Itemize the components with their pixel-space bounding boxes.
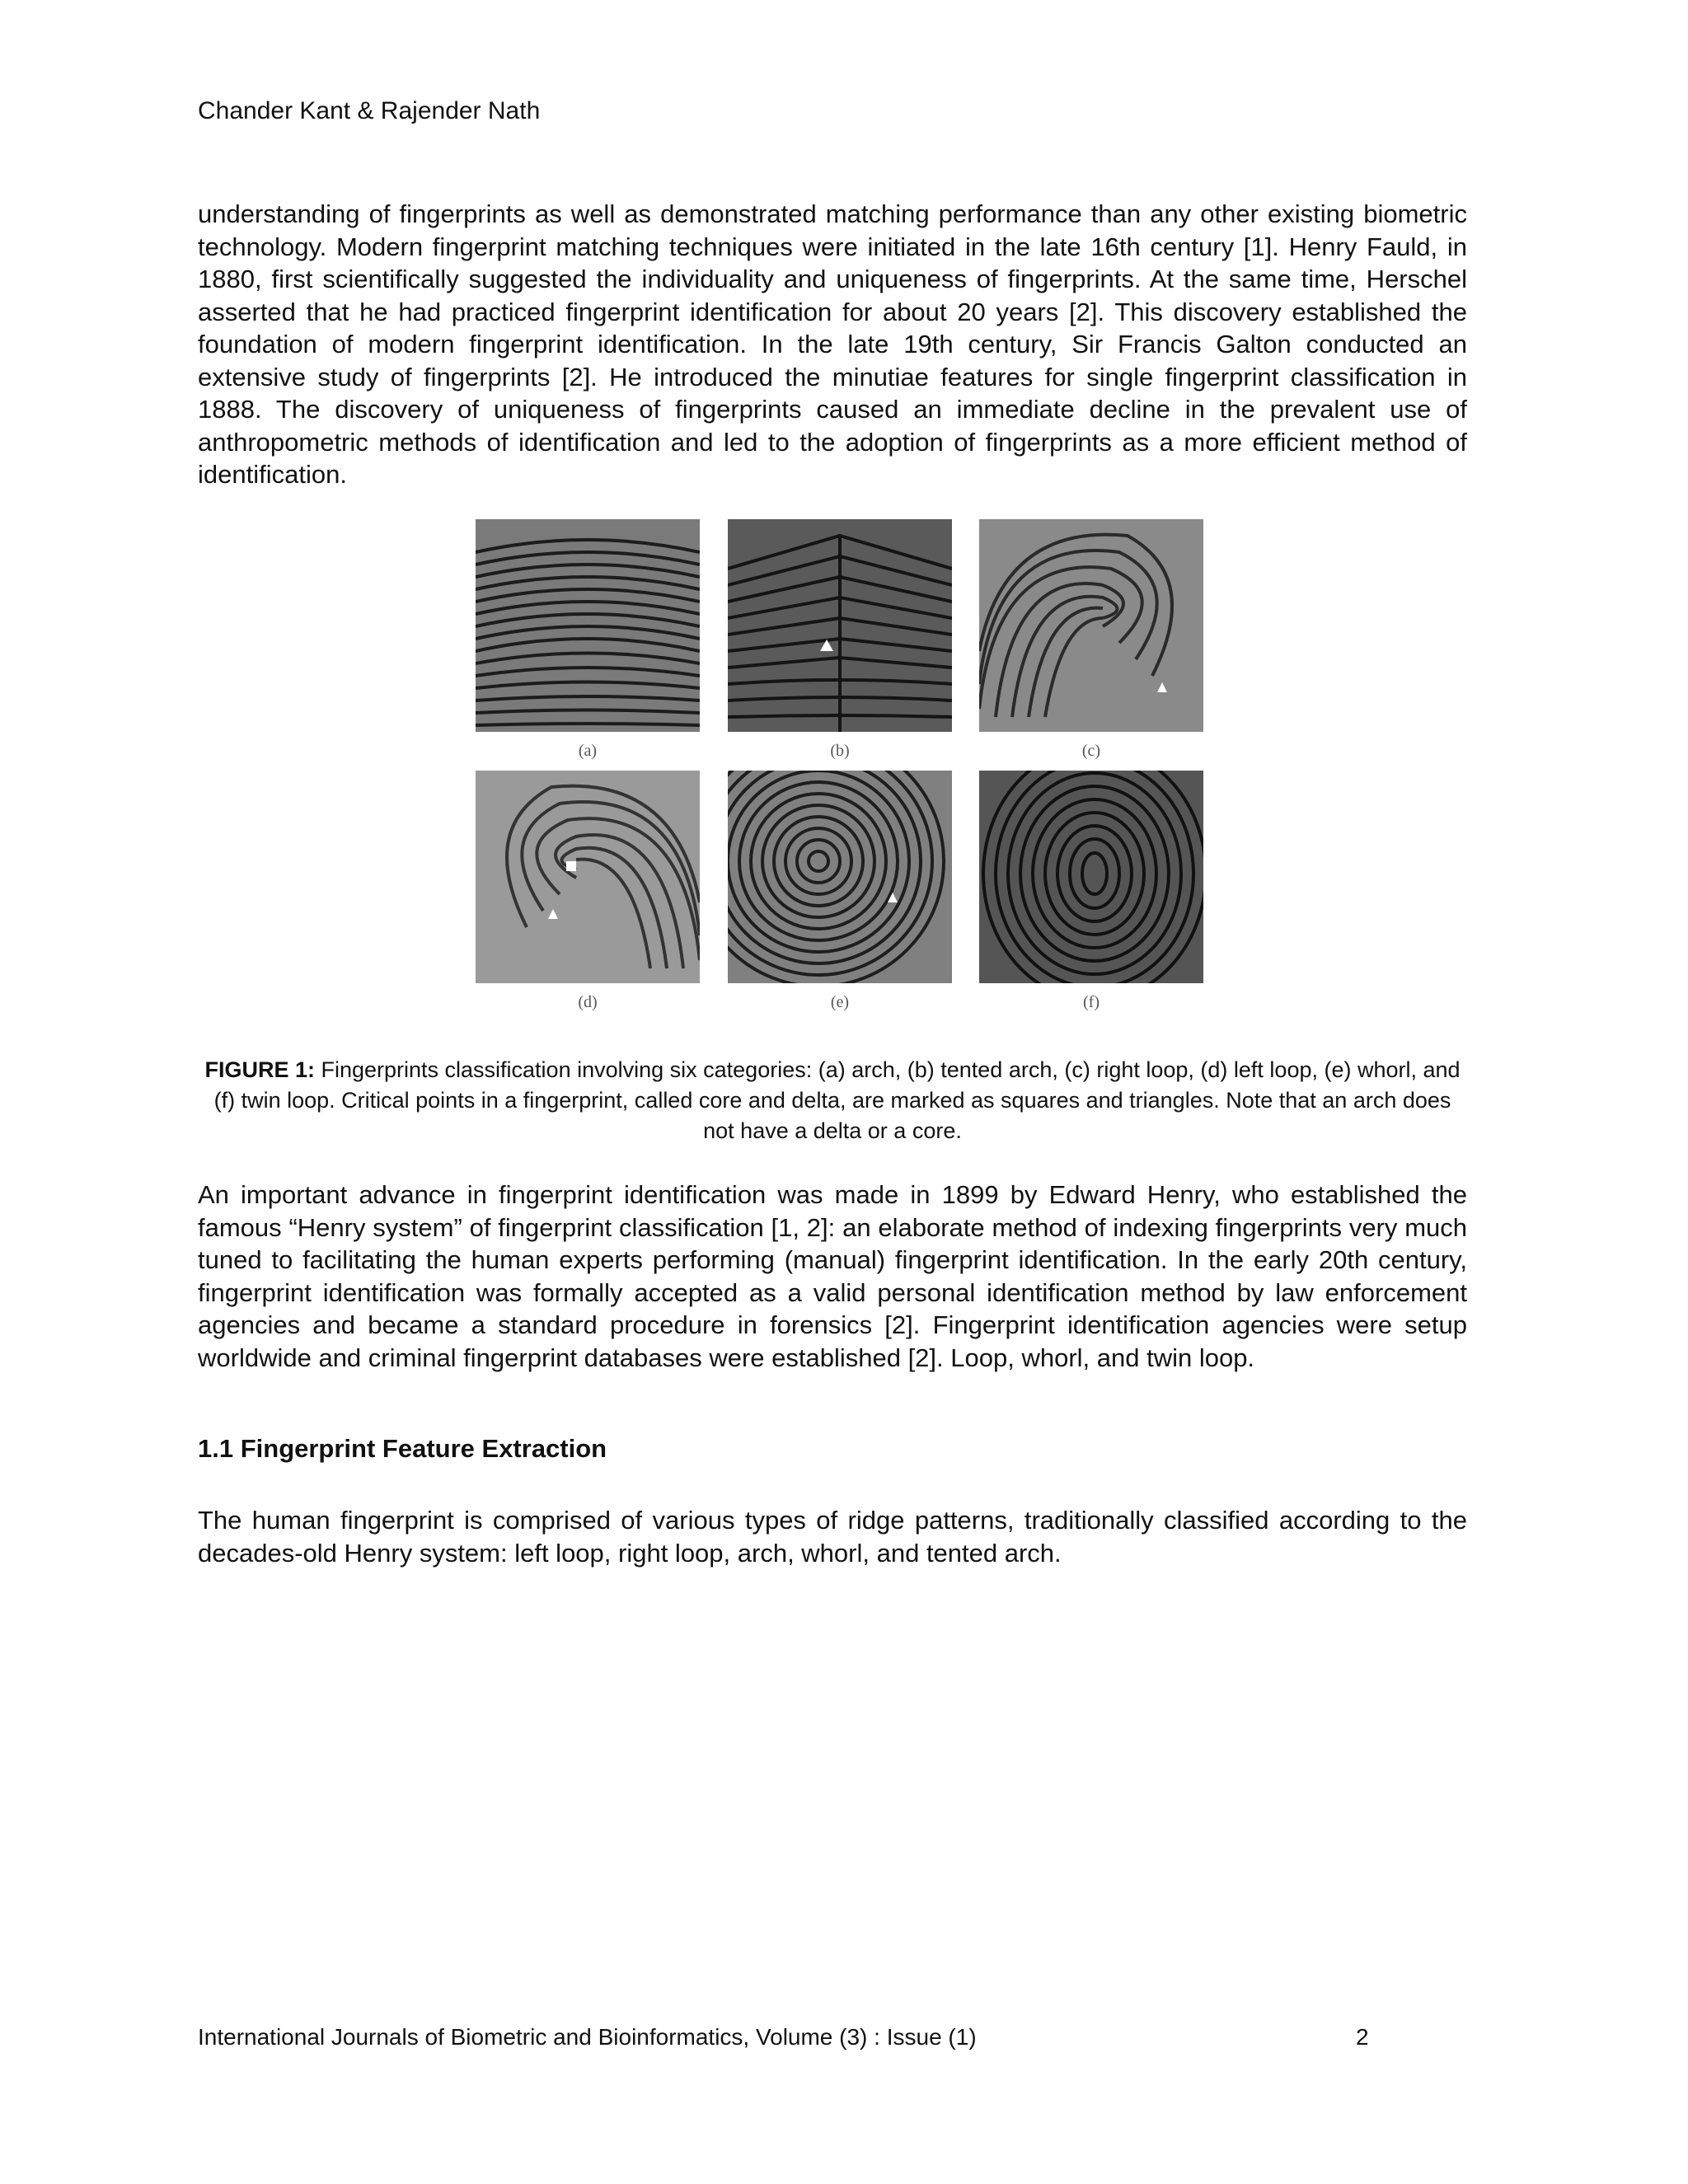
section-heading: 1.1 Fingerprint Feature Extraction — [198, 1434, 607, 1463]
panel-label-d: (d) — [578, 993, 598, 1011]
body-paragraph-1: understanding of fingerprints as well as demonstrated matching performance than any other existing biometric technology. Modern fingerprint matching techniques were initiated in the late 16th century [1]. Henry Fauld, in 1880, first scientifically suggested the individuality and uniqueness of fingerprints. At the same time, Herschel asserted that he had practiced fingerprint identification for about 20 years [2]. This discovery established the foundation of modern fingerprint identification. In the late 19th century, Sir Francis Galton conducted an extensive study of fingerprints [2]. He introduced the minutiae features for single fingerprint classification in 1888. The discovery of uniqueness of fingerprints caused an immediate decline in the prevalent use of anthropometric methods of identification and led to the adoption of fingerprints as a more efficient method of identification. — [198, 199, 1467, 489]
left-loop-ridges — [476, 771, 700, 983]
page-number: 2 — [1356, 2024, 1369, 2050]
core-marker-icon — [566, 861, 576, 871]
panel-label-c: (c) — [1081, 742, 1101, 760]
caption-label: FIGURE 1: — [204, 1057, 315, 1082]
panel-label-b: (b) — [830, 742, 850, 760]
fingerprint-image-arch — [476, 519, 700, 732]
whorl-ridges — [728, 771, 952, 983]
fingerprint-image-twin-loop — [979, 771, 1203, 983]
body-paragraph-3: The human fingerprint is comprised of various types of ridge patterns, traditionally classified according to the decades-old Henry system: left loop, right loop, arch, whorl, and tented arch. — [198, 1506, 1467, 1568]
panel-label-e: (e) — [830, 993, 850, 1011]
panel-label-f: (f) — [1083, 993, 1100, 1011]
fingerprint-image-whorl — [728, 771, 952, 983]
caption-text: Fingerprints classification involving six categories: (a) arch, (b) tented arch, (c) right loop, (d) left loop, (e) whorl, and (f) twin loop. Critical points in a fingerprint, called core and delta, are marked as squares and triangles. Note that an arch does not have a delta or a core. — [213, 1057, 1461, 1143]
fingerprint-image-right-loop — [979, 519, 1203, 732]
fingerprint-image-left-loop — [476, 771, 700, 983]
twin-loop-ridges — [979, 771, 1203, 983]
panel-label-a: (a) — [578, 742, 598, 760]
running-head: Chander Kant & Rajender Nath — [198, 97, 541, 124]
footer-journal: International Journals of Biometric and Bioinformatics, Volume (3) : Issue (1) — [198, 2024, 977, 2050]
right-loop-ridges — [979, 519, 1203, 732]
figure-fingerprints — [470, 515, 1212, 1026]
figure-caption — [198, 1055, 1467, 1146]
body-paragraph-2: An important advance in fingerprint identification was made in 1899 by Edward Henry, who established the famous “Henry system” of fingerprint classification [1, 2]: an elaborate method of indexing fingerprints very much tuned to facilitating the human experts performing (manual) fingerprint identification. In the early 20th century, fingerprint identification was formally accepted as a valid personal identification method by law enforcement agencies and became a standard procedure in forensics [2]. Fingerprint identification agencies were setup worldwide and criminal fingerprint databases were established [2]. Loop, whorl, and twin loop. — [198, 1180, 1467, 1372]
fingerprint-image-tented-arch — [728, 519, 952, 732]
tented-arch-ridges — [728, 519, 952, 732]
arch-ridges — [476, 519, 700, 732]
